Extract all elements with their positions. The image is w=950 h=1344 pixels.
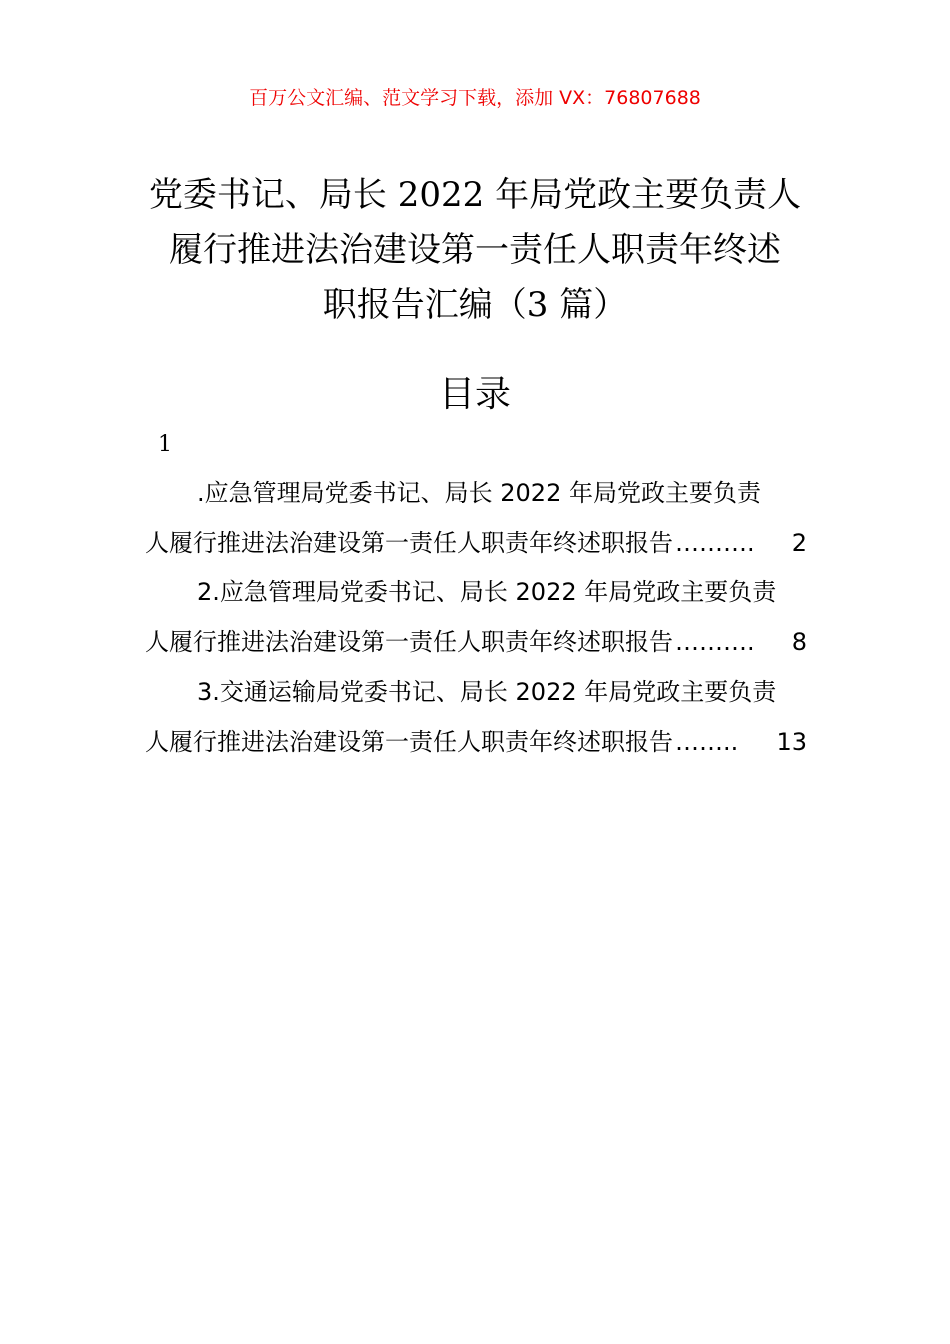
toc-dot-leader: …….. bbox=[675, 728, 739, 756]
toc-entry-title-line-1: 2.应急管理局党委书记、局长 2022 年局党政主要负责 bbox=[197, 578, 777, 606]
toc-entry-title-text: 人履行推进法治建设第一责任人职责年终述职报告 bbox=[145, 728, 673, 756]
toc-page-number: 13 bbox=[776, 728, 807, 756]
toc-dot-leader: ………. bbox=[675, 529, 755, 557]
title-line-3: 职报告汇编（3 篇） bbox=[322, 285, 628, 325]
toc-entry-title-text: 人履行推进法治建设第一责任人职责年终述职报告 bbox=[145, 628, 673, 656]
toc-entry-title-line-1: 3.交通运输局党委书记、局长 2022 年局党政主要负责 bbox=[197, 678, 777, 706]
toc-heading: 目录 bbox=[438, 374, 511, 415]
toc-entry[interactable] bbox=[145, 667, 807, 767]
stray-list-number: 1 bbox=[158, 432, 172, 457]
toc-entry-title-line-2 bbox=[145, 518, 807, 568]
header-download-note: 百万公文汇编、范文学习下载，添加 VX：76807688 bbox=[249, 87, 701, 109]
document-title bbox=[120, 168, 830, 333]
toc-page-number: 2 bbox=[791, 529, 807, 557]
toc-entry-title-line-2 bbox=[145, 717, 807, 767]
toc-entry-title-text: 人履行推进法治建设第一责任人职责年终述职报告 bbox=[145, 529, 673, 557]
toc-dot-leader: ………. bbox=[675, 628, 755, 656]
toc-entry-title-line-2 bbox=[145, 617, 807, 667]
toc-entry[interactable] bbox=[145, 468, 807, 568]
title-line-2: 履行推进法治建设第一责任人职责年终述 bbox=[169, 230, 781, 270]
toc-page-number: 8 bbox=[791, 628, 807, 656]
title-line-1: 党委书记、局长 2022 年局党政主要负责人 bbox=[148, 175, 802, 215]
toc-entry-title-line-1: .应急管理局党委书记、局长 2022 年局党政主要负责 bbox=[197, 479, 761, 507]
toc-entry[interactable] bbox=[145, 567, 807, 667]
